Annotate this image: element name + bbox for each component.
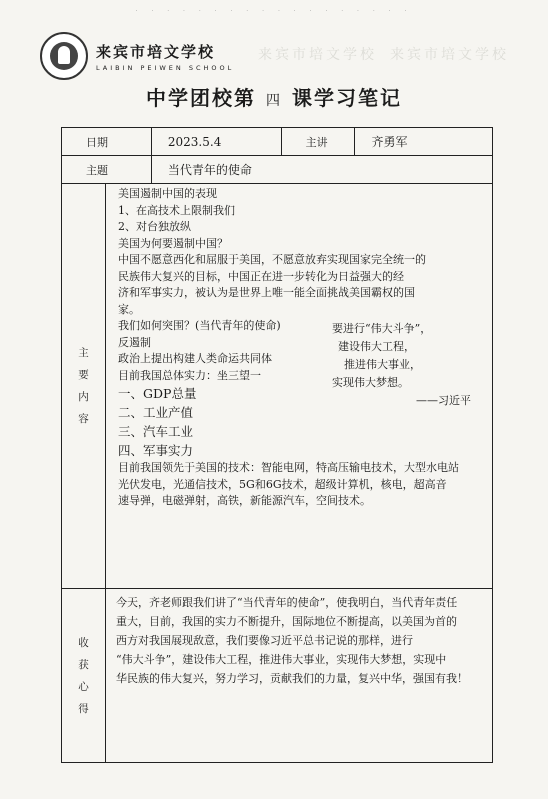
quote-line: 建设伟大工程， xyxy=(338,340,416,353)
topic-value: 当代青年的使命 xyxy=(151,156,492,184)
note-line: 1、在高技术上限制我们 xyxy=(118,203,236,217)
note-line: 光伏发电，光通信技术，5G和6G技术，超级计算机，核电，超高音 xyxy=(118,477,447,491)
label-char: 收 xyxy=(78,636,89,649)
harvest-row xyxy=(62,589,493,763)
harvest-line: 华民族的伟大复兴，努力学习，贡献我们的力量，复兴中华，强国有我！ xyxy=(116,672,469,685)
note-line: 民族伟大复兴的目标，中国正在进一步转化为日益强大的经 xyxy=(118,269,405,283)
label-char: 容 xyxy=(78,413,89,425)
note-line: 中国不愿意西化和屈服于美国，不愿意放弃实现国家完全统一的 xyxy=(118,253,427,266)
note-line: 目前我国领先于美国的技术：智能电网，特高压输电技术，大型水电站 xyxy=(118,461,460,474)
main-content-label xyxy=(62,184,106,589)
xi-quote xyxy=(332,320,471,410)
title-suffix: 课学习笔记 xyxy=(291,86,402,110)
harvest-line: 今天，齐老师跟我们讲了“当代青年的使命”，使我明白，当代青年责任 xyxy=(116,596,458,609)
school-name-cn: 来宾市培文学校 xyxy=(96,42,216,61)
quote-line: 推进伟大事业， xyxy=(344,358,422,371)
note-line: 我们如何突围？(当代青年的使命) xyxy=(118,319,281,332)
quote-line: 要进行“伟大斗争”， xyxy=(332,322,432,335)
harvest-label xyxy=(62,589,106,763)
main-content-cell xyxy=(106,184,493,589)
bleed-through-text-left: 来宾市培文学校 xyxy=(258,47,377,63)
school-name-block xyxy=(96,41,234,72)
note-line: 二、工业产值 xyxy=(118,405,194,420)
title-prefix: 中学团校第 xyxy=(146,86,257,110)
note-line: 目前我国总体实力：坐三望一 xyxy=(118,368,262,382)
harvest-line: “伟大斗争”，建设伟大工程，推进伟大事业，实现伟大梦想，实现中 xyxy=(116,653,447,666)
note-line: 济和军事实力，被认为是世界上唯一能全面挑战美国霸权的国 xyxy=(118,286,416,299)
label-char: 获 xyxy=(78,658,89,671)
date-value: 2023.5.4 xyxy=(151,128,281,156)
label-char: 要 xyxy=(78,369,89,381)
notes-table xyxy=(61,127,493,763)
note-line: 政治上提出构建人类命运共同体 xyxy=(118,352,273,365)
school-logo-icon xyxy=(40,32,88,80)
label-char: 内 xyxy=(78,391,89,403)
lesson-number: 四 xyxy=(266,92,282,109)
note-line: 美国遏制中国的表现 xyxy=(118,187,218,200)
topic-label: 主题 xyxy=(62,156,152,184)
date-row xyxy=(62,128,493,156)
speaker-label: 主讲 xyxy=(281,128,355,156)
speaker-value: 齐勇军 xyxy=(355,128,493,156)
punch-hole-marks: · · · · · · · · · · · · · · · · · · xyxy=(135,8,413,15)
note-line: 2、对台独放纵 xyxy=(118,220,192,233)
school-name-en: LAIBIN PEIWEN SCHOOL xyxy=(96,63,235,72)
main-content-row xyxy=(62,184,493,589)
quote-line: 实现伟大梦想。 xyxy=(332,376,410,389)
label-char: 主 xyxy=(78,347,89,359)
harvest-notes xyxy=(106,589,492,692)
school-header xyxy=(40,32,234,80)
page-title xyxy=(0,82,548,111)
harvest-cell xyxy=(106,589,493,763)
note-line: 反遏制 xyxy=(118,335,152,349)
label-char: 得 xyxy=(78,702,89,715)
note-line: 速导弹，电磁弹射，高铁，新能源汽车，空间技术。 xyxy=(118,494,372,507)
quote-attribution: ——习近平 xyxy=(416,394,472,407)
note-line: 美国为何要遏制中国？ xyxy=(118,236,229,250)
bleed-through-text-right: 来宾市培文学校 xyxy=(390,47,509,63)
note-line: 家。 xyxy=(118,302,141,316)
label-char: 心 xyxy=(78,680,89,693)
harvest-line: 重大，目前，我国的实力不断提升，国际地位不断提高，以美国为首的 xyxy=(116,615,458,628)
topic-row xyxy=(62,156,493,184)
main-content-notes xyxy=(106,184,492,514)
note-line: 三、汽车工业 xyxy=(118,424,194,439)
note-line: 一、GDP总量 xyxy=(118,386,197,401)
date-label: 日期 xyxy=(62,128,152,156)
harvest-line: 西方对我国展现敌意，我们要像习近平总书记说的那样，进行 xyxy=(116,634,414,647)
note-line: 四、军事实力 xyxy=(118,443,194,458)
